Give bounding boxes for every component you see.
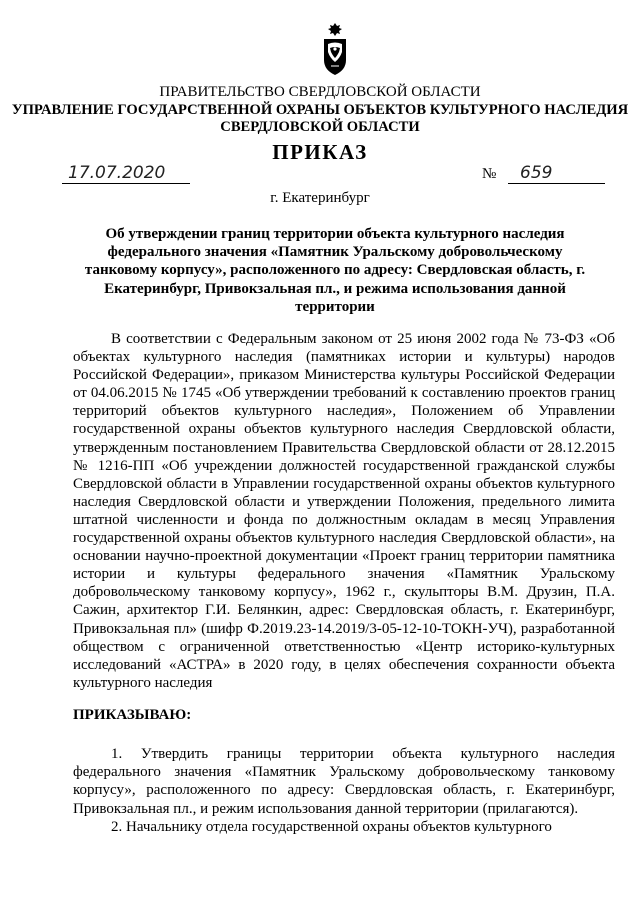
document-subject: Об утверждении границ территории объекта культурного наследия федерального значения «Памятник Уральскому добровольческому танковому корпусу», расположенного по адресу: Свердловская область, г. Екатеринбург, Привокзальная пл., и режима использования данной территории <box>84 226 586 315</box>
document-title: ПРИКАЗ <box>272 140 368 164</box>
preamble-paragraph: В соответствии с Федеральным законом от 25 июня 2002 года № 73-ФЗ «Об объектах культурного наследия (памятниках истории и культуры) народов Российской Федерации», приказом Министерства культуры Российской Федерации от 04.06.2015 № 1745 «Об утверждении требований к составлению проектов границ территорий объектов культурного наследия», Положением об Управлении государственной охраны объектов культурного наследия Свердловской области, утвержденным постановлением Правительства Свердловской области от 28.12.2015 № 1216-ПП «Об учреждении должностей государственной гражданской службы Свердловской области в Управлении государственной охраны объектов культурного наследия Свердловской области и утверждении Положения, предельного лимита штатной численности и фонда по должностным окладам в месяц Управления государственной охраны объектов культурного наследия Свердловской области», на основании научно-проектной документации «Проект границ территории памятника истории и культуры федерального значения «Памятник Уральскому добровольческому танковому корпусу», 1962 г., скульпторы В.М. Друзин, П.А. Сажин, архитектор Г.И. Белянкин, адрес: Свердловская область, г. Екатеринбург, Привокзальная пл» (шифр Ф.2019.23-14.2019/3-05-12-10-ТОКН-УЧ), разработанной обществом с ограниченной ответственностью «Центр историко-культурных исследований «АСТРА» в 2020 году, в целях обеспечения сохранности объекта культурного наследия <box>73 331 615 691</box>
department-name: УПРАВЛЕНИЕ ГОСУДАРСТВЕННОЙ ОХРАНЫ ОБЪЕКТОВ КУЛЬТУРНОГО НАСЛЕДИЯ <box>11 102 629 118</box>
order-heading: ПРИКАЗЫВАЮ: <box>73 707 192 723</box>
document-number: 659 <box>508 163 605 184</box>
city: г. Екатеринбург <box>270 190 370 206</box>
department-name-continued: СВЕРДЛОВСКОЙ ОБЛАСТИ <box>220 119 420 135</box>
government-name: ПРАВИТЕЛЬСТВО СВЕРДЛОВСКОЙ ОБЛАСТИ <box>159 84 481 100</box>
document-date: 17.07.2020 <box>62 163 190 184</box>
order-item-2: 2. Начальнику отдела государственной охраны объектов культурного <box>111 819 552 835</box>
order-item-1: 1. Утвердить границы территории объекта культурного наследия федерального значения «Памятник Уральскому добровольческому танковому корпусу», расположенного по адресу: Свердловская область, г. Екатеринбург, Привокзальная пл., и режим использования данной территории (прилагаются). <box>73 746 615 817</box>
number-label: № <box>482 166 497 182</box>
coat-of-arms-icon <box>322 22 348 76</box>
